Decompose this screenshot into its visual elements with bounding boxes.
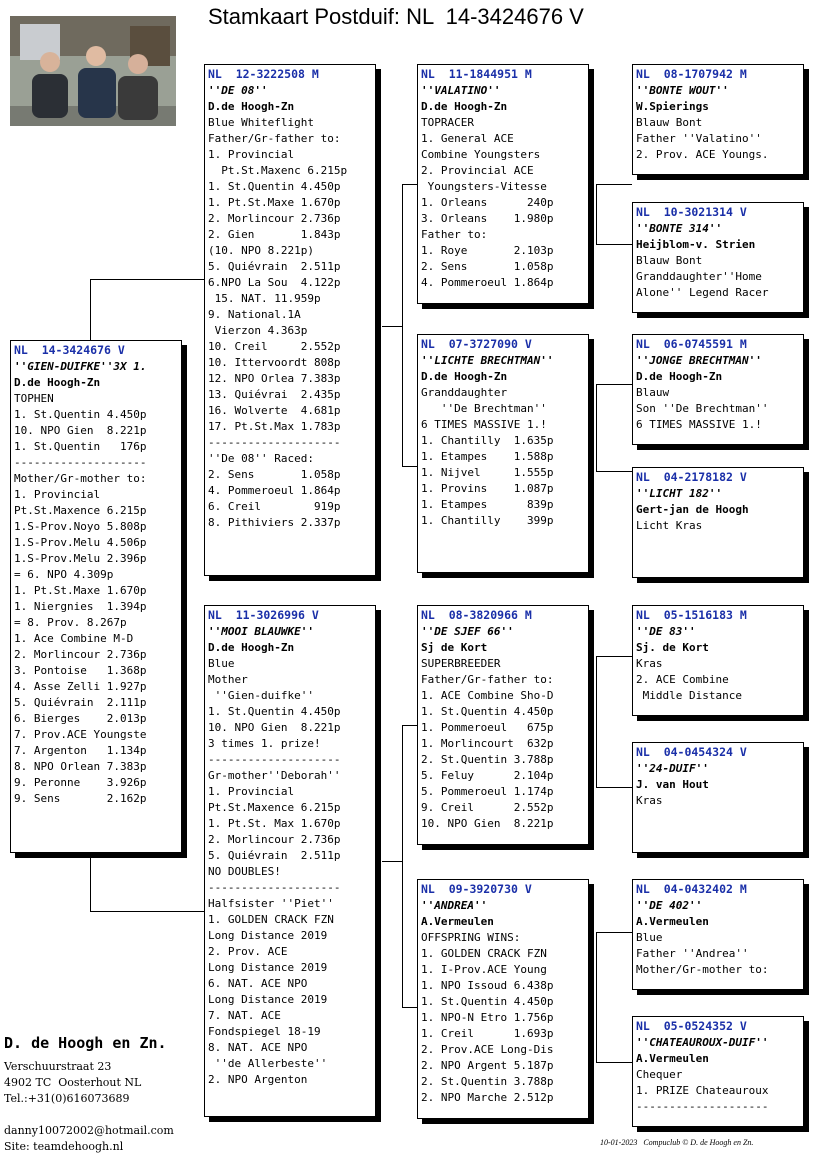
connector xyxy=(402,725,403,1007)
pedigree-line: 7. Prov.ACE Youngste xyxy=(14,728,147,741)
pedigree-line: 1. Orleans 240p xyxy=(421,196,554,209)
pedigree-line: Father ''Valatino'' xyxy=(636,132,762,145)
pedigree-line: OFFSPRING WINS: xyxy=(421,931,521,944)
pedigree-line: 1. Chantilly 399p xyxy=(421,514,554,527)
pedigree-line: 1. Pt.St. Max 1.670p xyxy=(208,817,341,830)
pedigree-line: 10. NPO Gien 8.221p xyxy=(14,424,147,437)
pedigree-line: Long Distance 2019 xyxy=(208,993,328,1006)
owners-photo xyxy=(10,16,176,126)
pedigree-line: 2. NPO Marche 2.512p xyxy=(421,1091,554,1104)
connector xyxy=(402,184,417,185)
connector xyxy=(402,184,403,466)
pedigree-line: 3. Orleans 1.980p xyxy=(421,212,554,225)
connector xyxy=(596,656,597,788)
pigeon-name: ''CHATEAUROUX-DUIF'' xyxy=(636,1036,769,1049)
connector xyxy=(90,853,91,912)
ring-number: NL 04-0432402 M xyxy=(636,882,747,896)
pedigree-card-subject xyxy=(10,340,182,853)
pedigree-line: 2. Sens 1.058p xyxy=(421,260,554,273)
pedigree-line: Father/Gr-father to: xyxy=(421,673,554,686)
pedigree-line: 4. Pommeroeul 1.864p xyxy=(208,484,341,497)
pigeon-name: ''DE 402'' xyxy=(636,899,703,912)
ring-number: NL 11-1844951 M xyxy=(421,67,532,81)
connector xyxy=(382,326,402,327)
breeder-name: Gert-jan de Hoogh xyxy=(636,503,749,516)
pedigree-line: 5. Pommeroeul 1.174p xyxy=(421,785,554,798)
pedigree-line: ''De 08'' Raced: xyxy=(208,452,314,465)
pedigree-line: 15. NAT. 11.959p xyxy=(208,292,321,305)
breeder-name: Sj de Kort xyxy=(421,641,488,654)
pedigree-card-mf-mother xyxy=(632,742,804,853)
pedigree-line: 3. Pontoise 1.368p xyxy=(14,664,147,677)
pedigree-line: 1. Ace Combine M-D xyxy=(14,632,134,645)
pedigree-line: 1. Etampes 839p xyxy=(421,498,554,511)
ring-number: NL 09-3920730 V xyxy=(421,882,532,896)
owner-name: D. de Hoogh en Zn. xyxy=(4,1034,167,1052)
ring-number: NL 11-3026996 V xyxy=(208,608,319,622)
pedigree-line: Youngsters-Vitesse xyxy=(421,180,547,193)
pedigree-line: NO DOUBLES! xyxy=(208,865,281,878)
pedigree-line: 1. I-Prov.ACE Young xyxy=(421,963,547,976)
pedigree-card-mother-father xyxy=(417,605,589,845)
pedigree-line: 4. Asse Zelli 1.927p xyxy=(14,680,147,693)
pedigree-line: -------------------- xyxy=(636,1100,769,1113)
pedigree-line: Father to: xyxy=(421,228,488,241)
pigeon-name: ''DE 08'' xyxy=(208,84,268,97)
pedigree-line: 10. NPO Gien 8.221p xyxy=(208,721,341,734)
pigeon-name: ''MOOI BLAUWKE'' xyxy=(208,625,314,638)
pedigree-line: Vierzon 4.363p xyxy=(208,324,308,337)
pedigree-line: Chequer xyxy=(636,1068,683,1081)
pedigree-card-father xyxy=(204,64,376,576)
pedigree-line: 2. Provincial ACE xyxy=(421,164,534,177)
pedigree-line: 9. National.1A xyxy=(208,308,301,321)
pedigree-card-fm-mother xyxy=(632,467,804,578)
pedigree-line: Combine Youngsters xyxy=(421,148,541,161)
pigeon-name: ''ANDREA'' xyxy=(421,899,488,912)
pedigree-line: 2. St.Quentin 3.788p xyxy=(421,753,554,766)
pedigree-line: Long Distance 2019 xyxy=(208,929,328,942)
owner-city: 4902 TC Oosterhout NL xyxy=(4,1076,142,1089)
connector xyxy=(596,656,632,657)
connector xyxy=(402,725,417,726)
pedigree-line: Blauw Bont xyxy=(636,254,703,267)
owner-tel: Tel.:+31(0)616073689 xyxy=(4,1092,130,1105)
pedigree-line: Halfsister ''Piet'' xyxy=(208,897,334,910)
pedigree-line: 6 TIMES MASSIVE 1.! xyxy=(421,418,547,431)
pedigree-line: 8. NPO Orlean 7.383p xyxy=(14,760,147,773)
pedigree-line: Kras xyxy=(636,657,663,670)
pedigree-line: 2. NPO Argent 5.187p xyxy=(421,1059,554,1072)
pedigree-line: 2. Morlincour 2.736p xyxy=(208,212,341,225)
pedigree-line: 1. GOLDEN CRACK FZN xyxy=(421,947,547,960)
pedigree-line: 5. Feluy 2.104p xyxy=(421,769,554,782)
pedigree-line: 16. Wolverte 4.681p xyxy=(208,404,341,417)
breeder-name: D.de Hoogh-Zn xyxy=(636,370,723,383)
pedigree-card-mm-father xyxy=(632,879,804,990)
pedigree-line: 1. ACE Combine Sho-D xyxy=(421,689,554,702)
owner-email[interactable]: danny10072002@hotmail.com xyxy=(4,1124,174,1137)
owner-street: Verschuurstraat 23 xyxy=(4,1060,112,1073)
pedigree-line: Granddaughter xyxy=(421,386,508,399)
pedigree-line: 9. Creil 2.552p xyxy=(421,801,554,814)
pedigree-line: 2. Sens 1.058p xyxy=(208,468,341,481)
pedigree-line: 4. Pommeroeul 1.864p xyxy=(421,276,554,289)
pedigree-line: 3 times 1. prize! xyxy=(208,737,321,750)
pedigree-line: 1. NPO-N Etro 1.756p xyxy=(421,1011,554,1024)
pedigree-line: Father/Gr-father to: xyxy=(208,132,341,145)
pedigree-line: 6. Creil 919p xyxy=(208,500,341,513)
pedigree-line: 1. Provins 1.087p xyxy=(421,482,554,495)
owner-site[interactable]: Site: teamdehoogh.nl xyxy=(4,1140,124,1153)
ring-number: NL 10-3021314 V xyxy=(636,205,747,219)
pigeon-name: ''LICHTE BRECHTMAN'' xyxy=(421,354,554,367)
breeder-name: Heijblom-v. Strien xyxy=(636,238,756,251)
pedigree-card-mf-father xyxy=(632,605,804,716)
pedigree-line: 9. Peronne 3.926p xyxy=(14,776,147,789)
pigeon-name: ''24-DUIF'' xyxy=(636,762,709,775)
pedigree-line: 6 TIMES MASSIVE 1.! xyxy=(636,418,762,431)
breeder-name: A.Vermeulen xyxy=(636,1052,709,1065)
pedigree-line: = 8. Prov. 8.267p xyxy=(14,616,127,629)
pedigree-line: 5. Quiévrain 2.111p xyxy=(14,696,147,709)
pedigree-line: Blauw xyxy=(636,386,670,399)
pedigree-line: -------------------- xyxy=(208,881,341,894)
pedigree-card-mother xyxy=(204,605,376,1117)
pedigree-line: 6. Bierges 2.013p xyxy=(14,712,147,725)
connector xyxy=(596,244,632,245)
pedigree-card-mm-mother xyxy=(632,1016,804,1127)
pigeon-name: ''BONTE 314'' xyxy=(636,222,723,235)
pedigree-line: Gr-mother''Deborah'' xyxy=(208,769,341,782)
pedigree-line: Pt.St.Maxence 6.215p xyxy=(208,801,341,814)
pedigree-line: 8. Pithiviers 2.337p xyxy=(208,516,341,529)
pedigree-line: -------------------- xyxy=(208,436,341,449)
pedigree-line: 2. NPO Argenton xyxy=(208,1073,308,1086)
pedigree-card-ff-mother xyxy=(632,202,804,313)
ring-number: NL 05-0524352 V xyxy=(636,1019,747,1033)
pigeon-name: ''LICHT 182'' xyxy=(636,487,723,500)
pedigree-line: 1. Provincial xyxy=(208,148,295,161)
pedigree-line: 1. NPO Issoud 6.438p xyxy=(421,979,554,992)
pedigree-line: 1. St.Quentin 4.450p xyxy=(208,180,341,193)
pedigree-line: 2. ACE Combine xyxy=(636,673,729,686)
page-title: Stamkaart Postduif: NL 14-3424676 V xyxy=(208,4,584,29)
breeder-name: A.Vermeulen xyxy=(421,915,494,928)
pigeon-name: ''GIEN-DUIFKE''3X 1. xyxy=(14,360,147,373)
pedigree-line: TOPRACER xyxy=(421,116,474,129)
connector xyxy=(596,384,597,472)
connector xyxy=(402,466,417,467)
pedigree-line: ''Gien-duifke'' xyxy=(208,689,314,702)
pedigree-card-mother-mother xyxy=(417,879,589,1119)
ring-number: NL 08-3820966 M xyxy=(421,608,532,622)
pedigree-line: 2. Morlincour 2.736p xyxy=(208,833,341,846)
pedigree-line: 1. Pommeroeul 675p xyxy=(421,721,554,734)
pedigree-card-father-father xyxy=(417,64,589,304)
pedigree-line: 1. Creil 1.693p xyxy=(421,1027,554,1040)
breeder-name: D.de Hoogh-Zn xyxy=(14,376,101,389)
pigeon-name: ''JONGE BRECHTMAN'' xyxy=(636,354,762,367)
photo-illustration xyxy=(10,16,176,126)
pedigree-line: Mother/Gr-mother to: xyxy=(636,963,769,976)
pedigree-line: ''de Allerbeste'' xyxy=(208,1057,328,1070)
ring-number: NL 07-3727090 V xyxy=(421,337,532,351)
connector xyxy=(596,787,632,788)
pedigree-line: 2. Gien 1.843p xyxy=(208,228,341,241)
pedigree-line: Middle Distance xyxy=(636,689,742,702)
pedigree-line: Pt.St.Maxence 6.215p xyxy=(14,504,147,517)
pedigree-line: 1.S-Prov.Melu 2.396p xyxy=(14,552,147,565)
pedigree-line: 2. St.Quentin 3.788p xyxy=(421,1075,554,1088)
connector xyxy=(596,384,632,385)
pedigree-line: Blue xyxy=(208,657,235,670)
pedigree-line: 1. GOLDEN CRACK FZN xyxy=(208,913,334,926)
pedigree-line: Alone'' Legend Racer xyxy=(636,286,769,299)
pedigree-line: 1. Provincial xyxy=(14,488,101,501)
pedigree-line: 10. Creil 2.552p xyxy=(208,340,341,353)
pedigree-line: 13. Quiévrai 2.435p xyxy=(208,388,341,401)
pedigree-line: -------------------- xyxy=(14,456,147,469)
pedigree-line: SUPERBREEDER xyxy=(421,657,501,670)
pedigree-line: 1. Roye 2.103p xyxy=(421,244,554,257)
pedigree-line: -------------------- xyxy=(208,753,341,766)
pedigree-line: 2. Prov. ACE xyxy=(208,945,288,958)
pedigree-line: 1. Provincial xyxy=(208,785,295,798)
breeder-name: D.de Hoogh-Zn xyxy=(421,370,508,383)
pedigree-line: 1. PRIZE Chateauroux xyxy=(636,1084,769,1097)
pedigree-line: Long Distance 2019 xyxy=(208,961,328,974)
breeder-name: D.de Hoogh-Zn xyxy=(421,100,508,113)
pedigree-line: 2. Morlincour 2.736p xyxy=(14,648,147,661)
connector xyxy=(402,1007,417,1008)
pedigree-line: TOPHEN xyxy=(14,392,54,405)
pedigree-line: 1. Pt.St.Maxe 1.670p xyxy=(208,196,341,209)
ring-number: NL 14-3424676 V xyxy=(14,343,125,357)
pedigree-line: Mother/Gr-mother to: xyxy=(14,472,147,485)
ring-number: NL 08-1707942 M xyxy=(636,67,747,81)
pedigree-line: 2. Prov. ACE Youngs. xyxy=(636,148,769,161)
connector xyxy=(90,279,91,340)
pedigree-line: = 6. NPO 4.309p xyxy=(14,568,114,581)
breeder-name: D.de Hoogh-Zn xyxy=(208,100,295,113)
ring-number: NL 04-2178182 V xyxy=(636,470,747,484)
pedigree-line: Son ''De Brechtman'' xyxy=(636,402,769,415)
pedigree-line: Blue xyxy=(636,931,663,944)
connector xyxy=(596,471,632,472)
pedigree-line: Fondspiegel 18-19 xyxy=(208,1025,321,1038)
pedigree-line: 1. St.Quentin 4.450p xyxy=(14,408,147,421)
pedigree-line: 1. Morlincourt 632p xyxy=(421,737,554,750)
pedigree-line: 1. Etampes 1.588p xyxy=(421,450,554,463)
pedigree-line: 17. Pt.St.Max 1.783p xyxy=(208,420,341,433)
connector xyxy=(596,932,632,933)
pedigree-line: Blauw Bont xyxy=(636,116,703,129)
footer-credit: 10-01-2023 Compuclub © D. de Hoogh en Zn. xyxy=(600,1138,754,1147)
connector xyxy=(596,184,632,185)
ring-number: NL 06-0745591 M xyxy=(636,337,747,351)
pigeon-name: ''DE SJEF 66'' xyxy=(421,625,514,638)
pedigree-line: 1. St.Quentin 4.450p xyxy=(421,705,554,718)
breeder-name: Sj. de Kort xyxy=(636,641,709,654)
pedigree-line: Licht Kras xyxy=(636,519,703,532)
ring-number: NL 12-3222508 M xyxy=(208,67,319,81)
connector xyxy=(596,184,597,245)
connector xyxy=(382,861,402,862)
pedigree-line: 6. NAT. ACE NPO xyxy=(208,977,308,990)
pedigree-line: 1. St.Quentin 176p xyxy=(14,440,147,453)
pedigree-line: 12. NPO Orlea 7.383p xyxy=(208,372,341,385)
pedigree-line: 1. Chantilly 1.635p xyxy=(421,434,554,447)
pedigree-line: 7. Argenton 1.134p xyxy=(14,744,147,757)
pedigree-line: 9. Sens 2.162p xyxy=(14,792,147,805)
pedigree-line: Granddaughter''Home xyxy=(636,270,762,283)
pedigree-line: 5. Quiévrain 2.511p xyxy=(208,260,341,273)
pedigree-line: 1. Nijvel 1.555p xyxy=(421,466,554,479)
pedigree-line: 10. NPO Gien 8.221p xyxy=(421,817,554,830)
ring-number: NL 04-0454324 V xyxy=(636,745,747,759)
pigeon-name: ''DE 83'' xyxy=(636,625,696,638)
pedigree-line: Kras xyxy=(636,794,663,807)
pedigree-line: 7. NAT. ACE xyxy=(208,1009,281,1022)
breeder-name: W.Spierings xyxy=(636,100,709,113)
pedigree-line: 1. St.Quentin 4.450p xyxy=(421,995,554,1008)
connector xyxy=(596,1062,632,1063)
pedigree-line: ''De Brechtman'' xyxy=(421,402,547,415)
pedigree-line: 1. Pt.St.Maxe 1.670p xyxy=(14,584,147,597)
breeder-name: D.de Hoogh-Zn xyxy=(208,641,295,654)
breeder-name: J. van Hout xyxy=(636,778,709,791)
pigeon-name: ''BONTE WOUT'' xyxy=(636,84,729,97)
pedigree-line: Pt.St.Maxenc 6.215p xyxy=(208,164,348,177)
pedigree-line: 1. Niergnies 1.394p xyxy=(14,600,147,613)
pedigree-line: 1.S-Prov.Noyo 5.808p xyxy=(14,520,147,533)
ring-number: NL 05-1516183 M xyxy=(636,608,747,622)
pedigree-line: Father ''Andrea'' xyxy=(636,947,749,960)
pedigree-line: Mother xyxy=(208,673,248,686)
pedigree-line: 2. Prov.ACE Long-Dis xyxy=(421,1043,554,1056)
connector xyxy=(90,279,205,280)
connector xyxy=(90,911,205,912)
pedigree-line: 1. St.Quentin 4.450p xyxy=(208,705,341,718)
pedigree-line: 8. NAT. ACE NPO xyxy=(208,1041,308,1054)
breeder-name: A.Vermeulen xyxy=(636,915,709,928)
pedigree-card-fm-father xyxy=(632,334,804,445)
pedigree-line: Blue Whiteflight xyxy=(208,116,314,129)
pedigree-line: 1.S-Prov.Melu 4.506p xyxy=(14,536,147,549)
pedigree-line: 6.NPO La Sou 4.122p xyxy=(208,276,341,289)
pigeon-name: ''VALATINO'' xyxy=(421,84,501,97)
pedigree-line: 1. General ACE xyxy=(421,132,514,145)
pedigree-card-father-mother xyxy=(417,334,589,573)
pedigree-line: 10. Ittervoordt 808p xyxy=(208,356,341,369)
connector xyxy=(596,932,597,1063)
pedigree-line: 5. Quiévrain 2.511p xyxy=(208,849,341,862)
pedigree-line: (10. NPO 8.221p) xyxy=(208,244,314,257)
pedigree-card-ff-father xyxy=(632,64,804,175)
